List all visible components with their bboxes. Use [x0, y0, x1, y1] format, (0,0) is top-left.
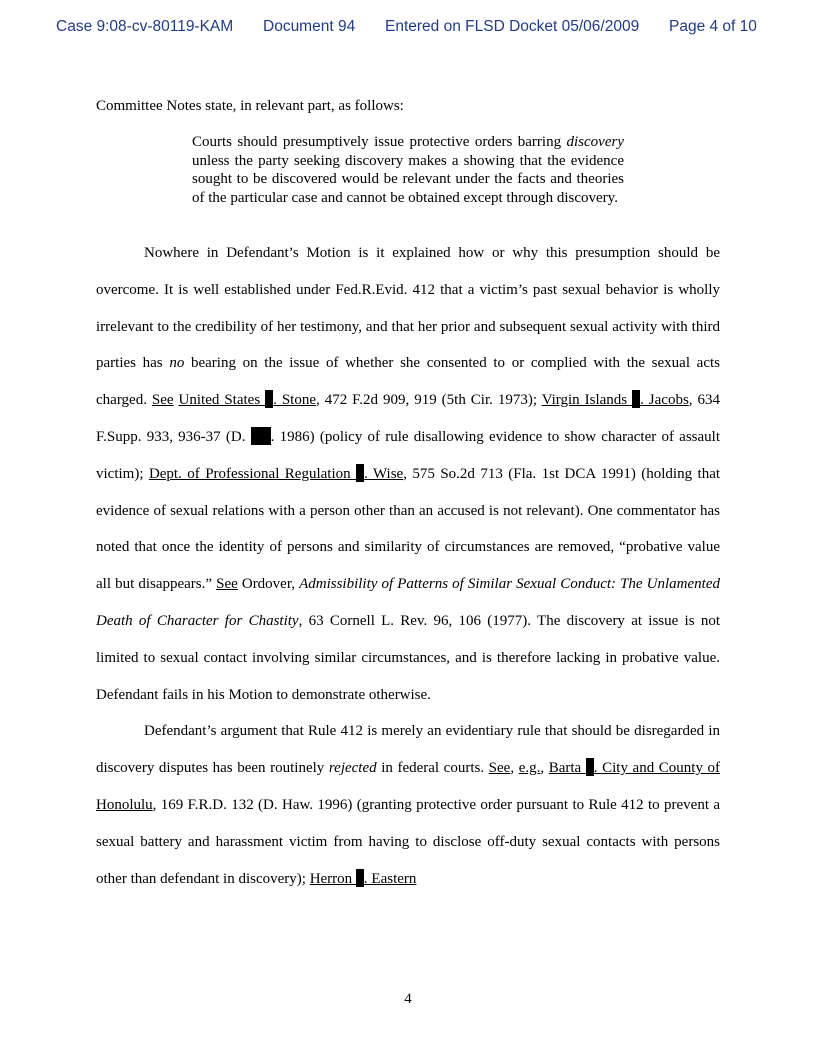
case-name-jacobs: Virgin Islands . Jacobs	[541, 392, 689, 409]
redaction-box	[251, 427, 271, 445]
page-indicator: Page 4 of 10	[669, 18, 757, 35]
redaction-box	[265, 390, 273, 408]
redaction-box	[632, 390, 640, 408]
page-number: 4	[404, 991, 412, 1007]
block-quote	[192, 133, 624, 207]
citation-signal: See	[488, 760, 511, 777]
article-title: Admissibility of Patterns of Similar Sexual Conduct: The Unlamented Death of Character for Chastity	[96, 576, 720, 629]
citation-signal: See	[151, 392, 174, 409]
case-name-barta: Barta . City and County of Honolulu	[96, 760, 721, 813]
quote-text: unless the party seeking discovery makes a showing that the evidence sought to be discovered would be relevant under the facts and theories of the particular case and cannot be obtained except through discovery.	[192, 152, 624, 206]
docket-entry-date: Entered on FLSD Docket 05/06/2009	[385, 18, 640, 35]
body-text	[96, 235, 720, 897]
case-name-wise: Dept. of Professional Regulation . Wise	[148, 465, 404, 482]
redaction-box	[586, 758, 594, 776]
quote-text: Courts should presumptively issue protective orders barring	[192, 134, 567, 150]
case-name-stone: United States . Stone	[178, 392, 316, 409]
intro-line: Committee Notes state, in relevant part, as follows:	[96, 98, 404, 114]
paragraph-2: Defendant’s argument that Rule 412 is merely an evidentiary rule that should be disregarded in discovery disputes has been routinely rejected in federal courts. See, e.g., Barta . City and County of Honolulu, 169 F.R.D. 132 (D. Haw. 1996) (granting protective order pursuant to Rule 412 to prevent a sexual battery and harassment victim from having to disclose off-duty sexual contacts with persons other than defendant in discovery); Herron . Eastern	[96, 723, 721, 887]
paragraph-1: Nowhere in Defendant’s Motion is it explained how or why this presumption should be overcome. It is well established under Fed.R.Evid. 412 that a victim’s past sexual behavior is wholly irrelevant to the credibility of her testimony, and that her prior and subsequent sexual activity with third parties has no bearing on the issue of whether she consented to or complied with the sexual acts charged. See United States . Stone, 472 F.2d 909, 919 (5th Cir. 1973); Virgin Islands . Jacobs, 634 F.Supp. 933, 936-37 (D. . 1986) (policy of rule disallowing evidence to show character of assault victim); Dept. of Professional Regulation . Wise, 575 So.2d 713 (Fla. 1st DCA 1991) (holding that evidence of sexual relations with a person other than an accused is not relevant). One commentator has noted that once the identity of persons and similarity of circumstances are removed, “probative value all but disappears.” See Ordover, Admissibility of Patterns of Similar Sexual Conduct: The Unlamented Death of Character for Chastity, 63 Cornell L. Rev. 96, 106 (1977). The discovery at issue is not limited to sexual contact involving similar circumstances, and is therefore lacking in probative value. Defendant fails in his Motion to demonstrate otherwise.	[96, 245, 721, 703]
document-number: Document 94	[263, 18, 356, 35]
case-number: Case 9:08-cv-80119-KAM	[56, 18, 234, 35]
quote-italic: discovery	[566, 134, 624, 150]
redaction-box	[356, 869, 364, 887]
redaction-box	[356, 464, 364, 482]
case-name-herron: Herron . Eastern	[309, 870, 417, 887]
citation-signal: See	[216, 576, 238, 593]
